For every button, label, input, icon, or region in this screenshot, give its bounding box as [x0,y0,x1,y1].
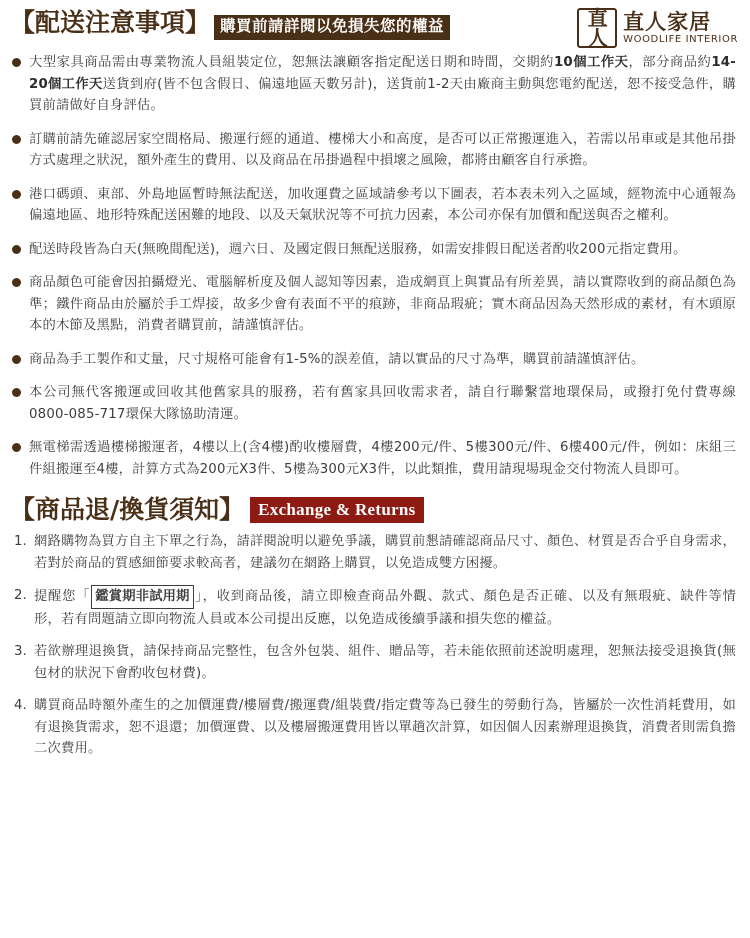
brand-name-en: WOODLIFE INTERIOR [623,33,738,45]
shipping-notes-list [0,48,750,481]
returns-list [0,523,750,760]
heading-tag-brown: 購買前請詳閱以免損失您的權益 [214,15,450,40]
list-item-text: 網路購物為買方自主下單之行為，請詳閱說明以避免爭議，購買前懇請確認商品尺寸、顏色、材質是否合乎自身需求，若對於商品的質感細節要求較高者，建議勿在網路上購買，以免造成雙方困擾。 [34,534,736,571]
list-item-text: 配送時段皆為白天(無晚間配送)，週六日、及國定假日無配送服務，如需安排假日配送者酌收200元指定費用。 [29,241,687,257]
shipping-heading [10,10,577,40]
brand-mark-icon [577,8,617,48]
list-item [12,129,736,172]
page-title: 【配送注意事項】 [10,8,211,37]
list-item [12,52,736,117]
list-item-text: 提醒您「 鑑賞期非試用期 」，收到商品後，請立即檢查商品外觀、款式、顏色是否正確、以及有無瑕疵、缺件等情形，若有問題請立即向物流人員或本公司提出反應，以免造成後續爭議和損失您的權益。 [34,585,736,630]
list-item-text: 無電梯需透過樓梯搬運者，4樓以上(含4樓)酌收樓層費，4樓200元/件、5樓300元/件、6樓400元/件，例如：床組三件組搬運至4樓，計算方式為200元X3件、5樓為300元X3件，以此類推，費用請現場現金交付物流人員即可。 [29,440,736,477]
list-item [12,239,736,261]
list-item-number: 1. [14,534,27,550]
bullet-dot-icon [12,58,21,67]
list-item [14,585,736,630]
list-item [14,531,736,574]
list-item [14,641,736,684]
list-item [14,695,736,760]
bullet-dot-icon [12,443,21,452]
bullet-dot-icon [12,190,21,199]
list-item-text: 訂購前請先確認居家空間格局、搬運行經的通道、樓梯大小和高度，是否可以正常搬運進入，若需以吊車或是其他吊掛方式處理之狀況，額外產生的費用、以及商品在吊掛過程中損壞之風險，都將由顧客自行承擔。 [29,131,736,169]
list-item-text: 大型家具商品需由專業物流人員組裝定位，恕無法讓顧客指定配送日期和時間，交期約10個工作天，部分商品約14-20個工作天送貨到府(皆不包含假日、偏遠地區天數另計)，送貨前1-2天由廠商主動與您電約配送，恕不接受急件，購買前請做好自身評估。 [29,55,736,114]
list-item-number: 4. [14,698,27,714]
list-item [12,349,736,371]
brand-text [623,11,738,44]
bullet-dot-icon [12,135,21,144]
brand-mark-glyph: 直人 [587,6,607,50]
list-item-text: 港口碼頭、東部、外島地區暫時無法配送，加收運費之區域請參考以下圖表，若本表未列入之區域，經物流中心通報為偏遠地區、地形特殊配送困難的地段、以及天氣狀況等不可抗力因素，本公司亦保有加價和配送與否之權利。 [29,186,736,224]
list-item-text: 本公司無代客搬運或回收其他舊家具的服務，若有舊家具回收需求者，請自行聯繫當地環保局，或撥打免付費專線0800-085-717環保大隊協助清運。 [29,385,736,422]
list-item-text: 商品為手工製作和丈量，尺寸規格可能會有1-5%的誤差值，請以實品的尺寸為準，購買前請謹慎評估。 [29,351,645,367]
bullet-dot-icon [12,245,21,254]
list-item-number: 3. [14,644,27,660]
brand-name-cn: 直人家居 [623,10,712,35]
list-item [12,272,736,337]
returns-title: 【商品退/換貨須知】 [10,495,245,525]
bullet-dot-icon [12,355,21,364]
list-item-number: 2. [14,588,27,604]
list-item [12,184,736,227]
heading-tag-red: Exchange & Returns [250,497,423,524]
bullet-dot-icon [12,278,21,287]
list-item-text: 商品顏色可能會因拍攝燈光、電腦解析度及個人認知等因素，造成網頁上與實品有所差異，請以實際收到的商品顏色為準；鐵件商品由於屬於手工焊接，故多少會有表面不平的痕跡，非商品瑕疵；實木商品因為天然形成的素材，有木頭原本的木節及黑點，消費者購買前，請謹慎評估。 [29,275,736,334]
list-item-text: 若欲辦理退換貨，請保持商品完整性，包含外包裝、組件、贈品等，若未能依照前述說明處理，恕無法接受退換貨(無包材的狀況下會酌收包材費)。 [34,644,736,681]
list-item [12,437,736,480]
list-item [12,382,736,425]
brand-logo-block [577,8,738,48]
page-header [0,0,750,48]
list-item-text: 購買商品時額外產生的之加價運費/樓層費/搬運費/組裝費/指定費等為已發生的勞動行為，皆屬於一次性消耗費用，如有退換貨需求，恕不退還；加價運費、以及樓層搬運費用皆以單趟次計算，如因個人因素辦理退換貨，消費者則需負擔二次費用。 [34,698,736,757]
bullet-dot-icon [12,388,21,397]
returns-heading [0,493,750,524]
